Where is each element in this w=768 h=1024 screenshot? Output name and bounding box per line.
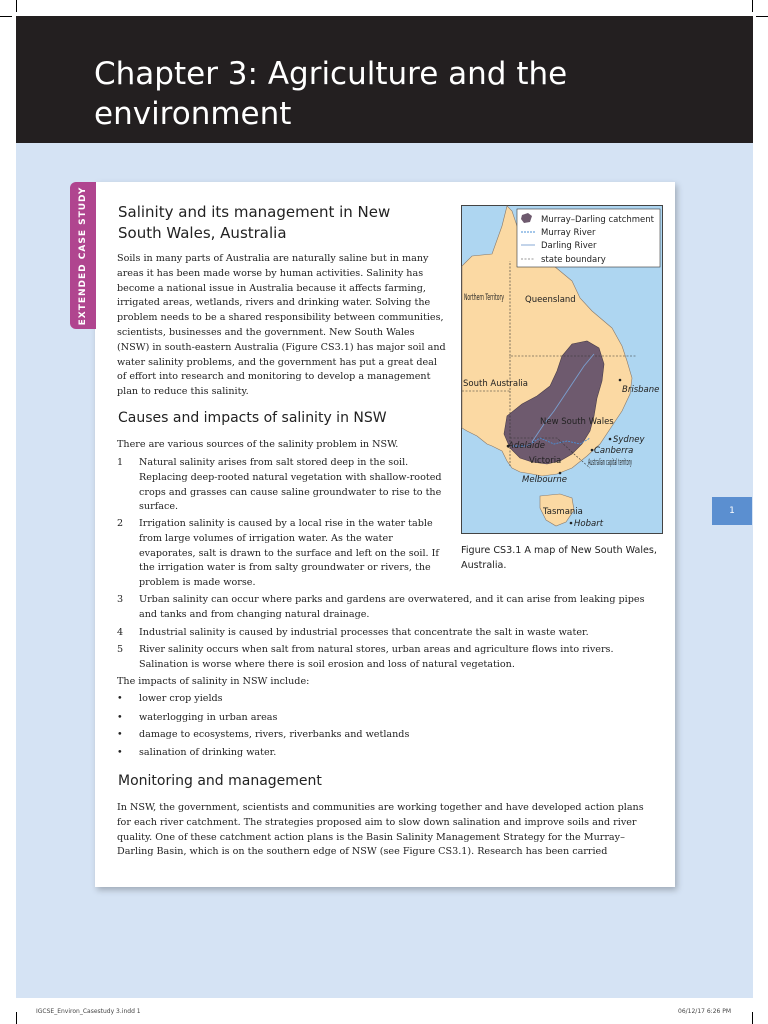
figure-caption: Figure CS3.1 A map of New South Wales, Australia.	[461, 545, 657, 571]
label-tasmania: Tasmania	[543, 507, 583, 517]
impact-item: • waterlogging in urban areas	[139, 711, 277, 726]
page-number: 1	[712, 497, 752, 525]
crop-mark	[756, 16, 768, 17]
cause-number: 4	[117, 627, 124, 638]
label-hobart: Hobart	[574, 519, 604, 529]
chapter-header	[16, 16, 753, 143]
case-study-title: Salinity and its management in New South Wales, Australia	[118, 203, 391, 242]
cause-item: River salinity occurs when salt from natural stores, urban areas and agriculture flows into rivers. Salination is worse where there is soil erosion and loss of natural vegetation.	[139, 644, 614, 670]
cause-item: Urban salinity can occur where parks and gardens are overwatered, and it can arise from leaking pipes and tanks and from changing natural drainage.	[139, 594, 645, 620]
cause-item: Natural salinity arises from salt stored deep in the soil. Replacing deep-rooted natural vegetation with shallow-rooted crops and grasses can cause saline groundwater to rise to the surface.	[139, 457, 442, 513]
causes-heading: Causes and impacts of salinity in NSW	[118, 410, 387, 426]
label-canberra: Canberra	[594, 446, 634, 456]
cause-number: 1	[117, 457, 124, 468]
crop-mark	[0, 16, 12, 17]
legend-state-boundary: state boundary	[541, 255, 606, 265]
extended-case-study-tab	[70, 182, 96, 329]
cause-item: Irrigation salinity is caused by a local rise in the water table from large volumes of irrigation water. As the water evaporates, salt is drawn to the surface and left on the soil. If the irrigation water is from salty groundwater or rivers, the problem is made worse.	[139, 518, 439, 589]
cause-number: 3	[117, 594, 124, 605]
label-south-australia: South Australia	[463, 379, 529, 389]
label-melbourne: Melbourne	[522, 475, 568, 485]
map-graphic	[462, 206, 662, 533]
impact-item: • damage to ecosystems, rivers, riverbanks and wetlands	[139, 728, 409, 743]
impacts-lead: The impacts of salinity in NSW include:	[117, 676, 310, 687]
label-new-south-wales: New South Wales	[540, 417, 614, 427]
tab-label: EXTENDED CASE STUDY	[78, 186, 88, 325]
crop-mark	[752, 0, 753, 12]
crop-mark	[752, 1012, 753, 1024]
monitoring-paragraph: In NSW, the government, scientists and communities are working together and have developed action plans for each river catchment. The strategies proposed aim to slow down salination and improve soils and river quality. One of these catchment action plans is the Basin Salinity Management Strategy for the Murray–Darling Basin, which is on the southern edge of NSW (see Figure CS3.1). Research has been carried	[117, 802, 644, 858]
legend-murray: Murray River	[541, 228, 596, 238]
label-brisbane: Brisbane	[622, 385, 660, 395]
label-sydney: Sydney	[613, 435, 645, 445]
cause-number: 2	[117, 518, 124, 529]
chapter-title: Chapter 3: Agriculture and the environment	[94, 56, 568, 132]
footer-date: 06/12/17 6:26 PM	[678, 1008, 732, 1015]
causes-lead: There are various sources of the salinity problem in NSW.	[117, 439, 399, 450]
label-adelaide: Adelaide	[508, 441, 545, 451]
crop-mark	[16, 0, 17, 12]
label-act: Australian capital territory	[588, 458, 632, 468]
legend-catchment: Murray–Darling catchment	[541, 215, 655, 225]
crop-mark	[16, 1012, 17, 1024]
label-northern-territory: Northern Territory	[464, 293, 504, 303]
label-queensland: Queensland	[525, 295, 576, 305]
legend-darling: Darling River	[541, 241, 597, 251]
monitoring-heading: Monitoring and management	[118, 773, 322, 789]
nsw-map	[461, 205, 663, 534]
label-victoria: Victoria	[529, 456, 562, 466]
impact-item: • salination of drinking water.	[139, 746, 276, 761]
footer-file: IGCSE_Environ_Casestudy 3.indd 1	[36, 1008, 141, 1015]
intro-paragraph: Soils in many parts of Australia are naturally saline but in many areas it has been made worse by human activities. Salinity has become a national issue in Australia because it affects farming, irrigated areas, wetlands, rivers and drinking water. Solving the problem needs to be a shared responsibility between communities, scientists, businesses and the government. New South Wales (NSW) in south-eastern Australia (Figure CS3.1) has major soil and water salinity problems, and the government has put a great deal of effort into research and monitoring to develop a management plan to reduce this salinity.	[117, 253, 446, 398]
impact-item: • lower crop yields	[139, 692, 223, 707]
cause-number: 5	[117, 644, 124, 655]
cause-item: Industrial salinity is caused by industrial processes that concentrate the salt in waste water.	[139, 627, 589, 638]
